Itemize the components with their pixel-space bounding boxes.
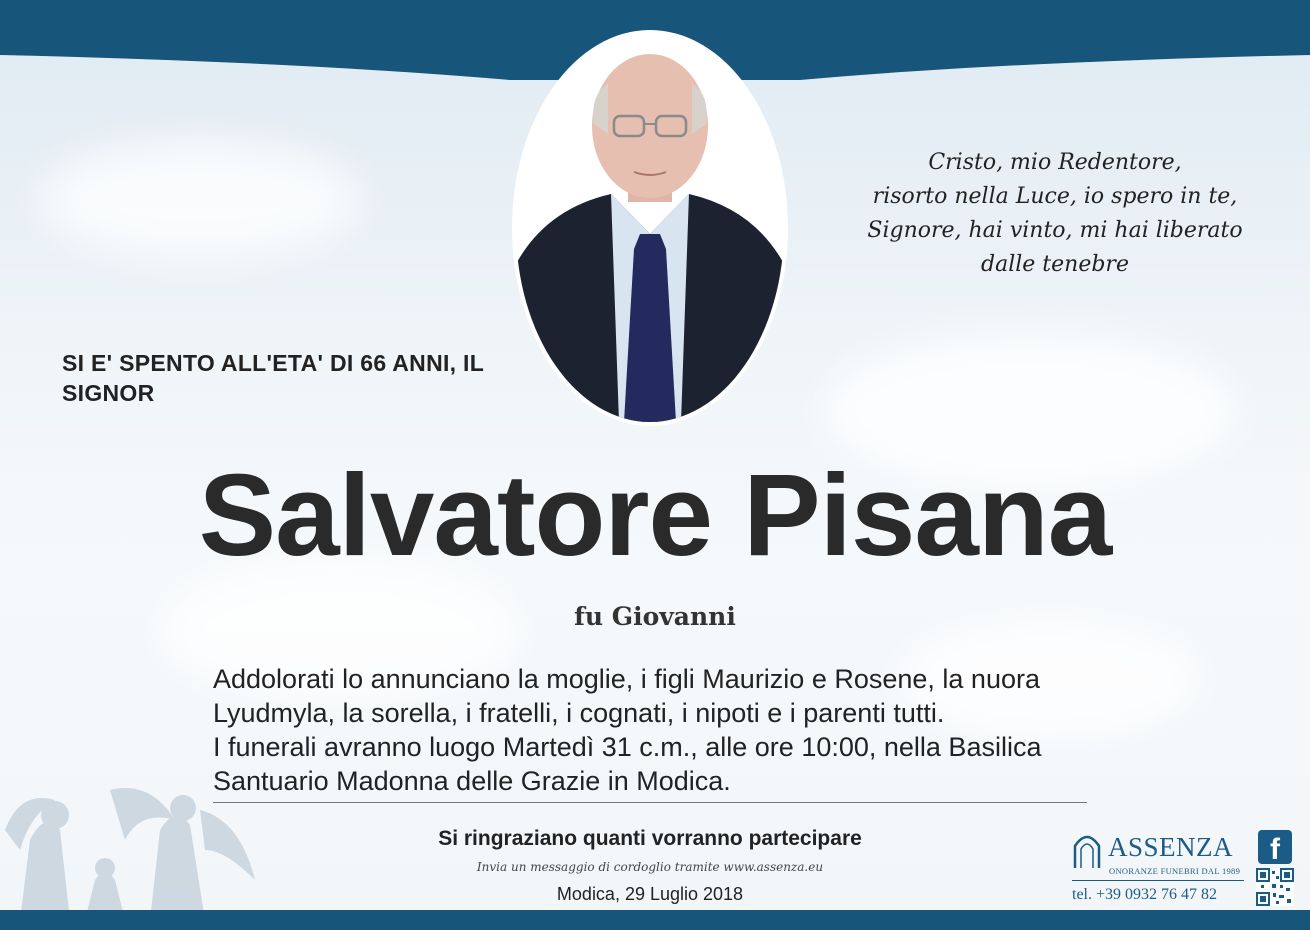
company-subtitle: ONORANZE FUNEBRI DAL 1989 [1109,866,1241,876]
quote-line: Signore, hai vinto, mi hai liberato [867,218,1243,243]
body-line: I funerali avranno luogo Martedì 31 c.m., alle ore 10:00, nella Basilica [213,732,1042,762]
quote-line: Cristo, mio Redentore, [928,150,1182,175]
body-line: Lyudmyla, la sorella, i fratelli, i cognati, i nipoti e i parenti tutti. [213,698,945,728]
bottom-band [0,910,1310,930]
religious-quote [860,146,1250,282]
angel-statue-image [0,770,260,920]
company-logo [1068,828,1298,908]
logo-divider [1072,880,1244,881]
deceased-name: Salvatore Pisana [198,450,1112,580]
thanks-text: Si ringraziano quanti vorranno partecipare [438,827,862,850]
announcement-body [213,662,1113,798]
announcement-line: SI E' SPENTO ALL'ETA' DI 66 ANNI, IL [62,350,485,376]
divider [213,802,1087,803]
body-line: Addolorati lo annunciano la moglie, i figli Maurizio e Rosene, la nuora [213,664,1040,694]
facebook-icon[interactable]: f [1258,830,1292,864]
condolence-note: Invia un messaggio di cordoglio tramite www.assenza.eu [476,860,824,874]
announcement-line: SIGNOR [62,380,155,406]
quote-line: dalle tenebre [981,252,1129,277]
arch-logo-icon [1072,832,1102,868]
quote-line: risorto nella Luce, io spero in te, [872,184,1238,209]
date-place: Modica, 29 Luglio 2018 [556,884,744,904]
portrait-photo [516,34,784,422]
body-line: Santuario Madonna delle Grazie in Modica. [213,766,731,796]
company-name: ASSENZA [1108,832,1234,862]
announcement [62,348,532,408]
father-name: fu Giovanni [574,602,736,631]
company-phone[interactable]: tel. +39 0932 76 47 82 [1072,886,1218,903]
qr-code-icon[interactable] [1256,868,1294,906]
cloud-decoration [40,140,360,260]
